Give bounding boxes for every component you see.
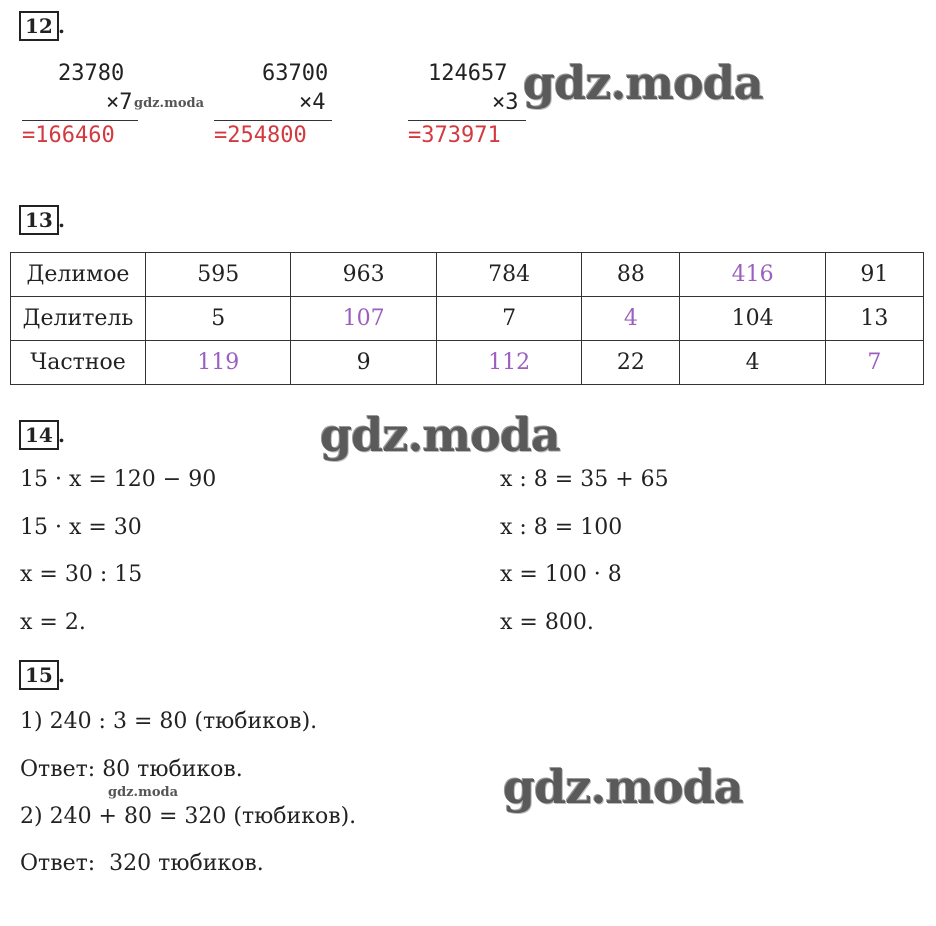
equation-line: x = 100 · 8: [500, 562, 622, 587]
product: =166460: [22, 123, 115, 148]
multiplicand: 23780: [58, 61, 125, 86]
table-cell: 963: [291, 253, 436, 297]
watermark-small: gdz.moda: [134, 96, 205, 111]
result-line: [408, 120, 526, 121]
table-cell: 13: [825, 297, 923, 341]
table-cell: 9: [291, 341, 436, 385]
table-cell-answer: 112: [436, 341, 581, 385]
table-cell-answer: 7: [825, 341, 923, 385]
table-cell-answer: 119: [146, 341, 291, 385]
task-dot: .: [58, 423, 65, 447]
task-dot: .: [58, 208, 65, 232]
multiplier: ×3: [492, 90, 519, 115]
table-row: [11, 297, 924, 341]
row-header: Делимое: [11, 253, 146, 297]
table-cell: 784: [436, 253, 581, 297]
task-number-15: 15: [19, 660, 59, 690]
table-cell: 104: [680, 297, 825, 341]
table-cell: 5: [146, 297, 291, 341]
solution-step: 2) 240 + 80 = 320 (тюбиков).: [20, 804, 357, 829]
task-number-14: 14: [19, 420, 59, 450]
table-cell: 4: [680, 341, 825, 385]
product: =373971: [408, 123, 501, 148]
table-cell: 7: [436, 297, 581, 341]
equation-line: x = 30 : 15: [20, 562, 143, 587]
multiplicand: 124657: [428, 61, 508, 86]
table-row: [11, 341, 924, 385]
table-row: [11, 253, 924, 297]
multiplicand: 63700: [262, 61, 329, 86]
table-cell: 22: [582, 341, 680, 385]
multiplier: ×7: [106, 90, 133, 115]
table-cell-answer: 416: [680, 253, 825, 297]
table-cell: 91: [825, 253, 923, 297]
solution-step: 1) 240 : 3 = 80 (тюбиков).: [20, 709, 318, 734]
result-line: [214, 120, 332, 121]
multiplier: ×4: [299, 90, 326, 115]
task-number-13: 13: [19, 205, 59, 235]
row-header: Делитель: [11, 297, 146, 341]
table-cell: 88: [582, 253, 680, 297]
task-dot: .: [58, 14, 65, 38]
result-line: [22, 120, 138, 121]
equation-line: 15 · x = 120 − 90: [20, 467, 217, 492]
row-header: Частное: [11, 341, 146, 385]
equation-line: x = 800.: [500, 610, 594, 635]
table-cell-answer: 4: [582, 297, 680, 341]
watermark-logo: gdz.moda: [503, 760, 743, 814]
equation-line: 15 · x = 30: [20, 515, 142, 540]
task-number-12: 12: [19, 11, 59, 41]
equation-line: x : 8 = 35 + 65: [500, 467, 669, 492]
watermark-logo: gdz.moda: [320, 408, 560, 462]
task-dot: .: [58, 663, 65, 687]
product: =254800: [214, 123, 307, 148]
equation-line: x = 2.: [20, 610, 86, 635]
answer-line: Ответ: 80 тюбиков.: [20, 757, 243, 782]
answer-line: Ответ: 320 тюбиков.: [20, 851, 264, 876]
watermark-logo: gdz.moda: [523, 56, 763, 110]
equation-line: x : 8 = 100: [500, 515, 623, 540]
table-cell: 595: [146, 253, 291, 297]
watermark-small: gdz.moda: [108, 785, 179, 800]
division-table: [10, 252, 924, 385]
table-cell-answer: 107: [291, 297, 436, 341]
